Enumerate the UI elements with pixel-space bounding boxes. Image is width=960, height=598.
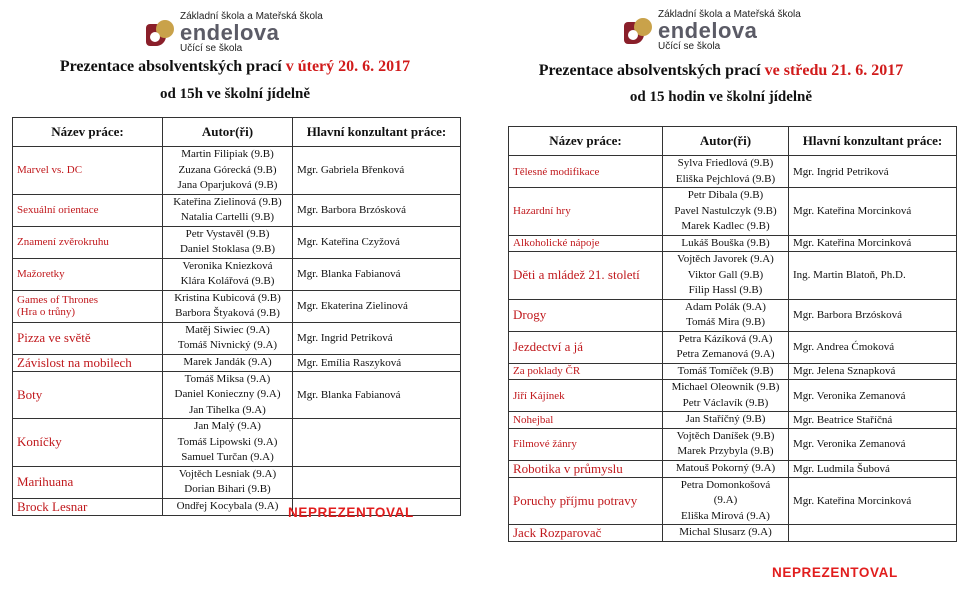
consultant-cell: Mgr. Ludmila Šubová <box>789 460 957 477</box>
header-topic: Název práce: <box>13 118 163 147</box>
table-row <box>13 322 461 354</box>
authors-cell <box>163 419 293 467</box>
authors-cell <box>163 226 293 258</box>
project-title: Jack Rozparovač <box>509 525 663 542</box>
author-name: Matouš Pokorný (9.A) <box>675 461 776 474</box>
project-title: Robotika v průmyslu <box>509 460 663 477</box>
project-title: Nohejbal <box>509 412 663 429</box>
authors-cell <box>663 299 789 331</box>
logo-line-3: Učící se škola <box>658 41 721 52</box>
author-name: Tomáš Nivnický (9.A) <box>177 339 278 351</box>
author-name: Tomáš Lipowski (9.A) <box>177 435 278 448</box>
consultant-cell <box>293 419 461 467</box>
authors-cell <box>663 412 789 429</box>
author-name: Marek Jandák (9.A) <box>183 355 272 368</box>
author-name: Marek Przybyla (9.B) <box>677 445 774 457</box>
consultant-cell: Mgr. Emília Raszyková <box>293 354 461 371</box>
consultant-cell: Mgr. Barbora Brzósková <box>789 299 957 331</box>
consultant-cell: Mgr. Blanka Fabianová <box>293 258 461 290</box>
consultant-cell: Ing. Martin Blatoň, Ph.D. <box>789 252 957 300</box>
table-row <box>509 477 957 525</box>
table-row <box>509 428 957 460</box>
author-name: Veronika Kniezková <box>182 259 273 272</box>
school-logo <box>624 10 801 52</box>
not-presented-stamp: NEPREZENTOVAL <box>772 565 898 580</box>
table-row <box>13 147 461 195</box>
project-title: Marvel vs. DC <box>13 147 163 195</box>
table-row <box>509 156 957 188</box>
author-name: Kristina Kubicová (9.B) <box>174 291 281 304</box>
table-row <box>509 525 957 542</box>
schedule-page-wednesday <box>482 0 960 598</box>
table-row <box>13 290 461 322</box>
consultant-cell: Mgr. Blanka Fabianová <box>293 371 461 419</box>
author-name: Natalia Cartelli (9.B) <box>180 211 275 223</box>
author-name: Tomáš Miksa (9.A) <box>184 372 271 385</box>
authors-cell <box>663 460 789 477</box>
project-title: Drogy <box>509 299 663 331</box>
project-title: Alkoholické nápoje <box>509 235 663 252</box>
authors-cell <box>663 252 789 300</box>
project-title-line: Games of Thrones <box>17 294 99 306</box>
project-title: Znamení zvěrokruhu <box>13 226 163 258</box>
table-row <box>509 363 957 380</box>
author-name: Barbora Štyaková (9.B) <box>175 307 280 319</box>
author-name: (9.A) <box>713 494 738 506</box>
authors-cell <box>163 194 293 226</box>
author-name: Michael Oleownik (9.B) <box>671 381 780 393</box>
title-date: ve středu 21. 6. 2017 <box>764 62 904 79</box>
author-name: Petra Kázíková (9.A) <box>678 332 773 345</box>
project-title: Filmové žánry <box>509 428 663 460</box>
table-row <box>509 299 957 331</box>
logo-line-2: endelova <box>180 20 280 45</box>
project-title <box>13 290 163 322</box>
author-name: Martin Filipiak (9.B) <box>181 148 274 160</box>
authors-cell <box>663 525 789 542</box>
author-name: Sylva Friedlová (9.B) <box>677 157 774 169</box>
consultant-cell: Mgr. Jelena Sznapková <box>789 363 957 380</box>
author-name: Pavel Nastulczyk (9.B) <box>674 204 777 217</box>
authors-cell <box>663 235 789 252</box>
title-date: v úterý 20. 6. 2017 <box>285 58 411 75</box>
author-name: Petr Václavík (9.B) <box>682 396 769 409</box>
project-title: Jezdectví a já <box>509 331 663 363</box>
author-name: Adam Polák (9.A) <box>685 300 766 313</box>
project-title: Jiří Kájínek <box>509 380 663 412</box>
title-plain: Prezentace absolventských prací <box>538 62 765 79</box>
table-header-row <box>13 118 461 147</box>
logo-line-1: Základní škola a Mateřská škola <box>658 9 801 20</box>
project-title: Hazardní hry <box>509 188 663 236</box>
consultant-cell: Mgr. Veronika Zemanová <box>789 428 957 460</box>
author-name: Jana Oparjuková (9.B) <box>177 179 278 191</box>
school-logo-mark <box>146 18 176 48</box>
authors-cell <box>663 156 789 188</box>
page-subtitle: od 15h ve školní jídelně <box>159 86 311 102</box>
author-name: Tomáš Mira (9.B) <box>686 316 765 328</box>
author-name: Vojtěch Javorek (9.A) <box>677 253 774 265</box>
page-title <box>482 62 960 80</box>
consultant-cell: Mgr. Ingrid Petriková <box>789 156 957 188</box>
table-header-row <box>509 127 957 156</box>
author-name: Kateřina Zielinová (9.B) <box>173 195 282 208</box>
consultant-cell: Mgr. Veronika Zemanová <box>789 380 957 412</box>
table-row <box>13 226 461 258</box>
author-name: Klára Kolářová (9.B) <box>180 275 275 287</box>
logo-line-3: Učící se škola <box>180 43 243 54</box>
table-row <box>509 252 957 300</box>
author-name: Daniel Stoklasa (9.B) <box>179 243 275 255</box>
author-name: Petra Zemanová (9.A) <box>676 348 775 360</box>
table-row <box>13 371 461 419</box>
author-name: Zuzana Górecká (9.B) <box>178 163 277 176</box>
author-name: Eliška Pejchlová (9.B) <box>675 172 776 185</box>
authors-cell <box>163 290 293 322</box>
consultant-cell: Mgr. Kateřina Morcinková <box>789 188 957 236</box>
authors-cell <box>663 477 789 525</box>
authors-cell <box>663 188 789 236</box>
logo-line-2: endelova <box>658 18 758 43</box>
header-consultant: Hlavní konzultant práce: <box>293 118 461 147</box>
table-row <box>13 258 461 290</box>
school-logo <box>146 12 323 54</box>
authors-cell <box>663 331 789 363</box>
project-title: Děti a mládež 21. století <box>509 252 663 300</box>
table-row <box>13 466 461 498</box>
consultant-cell: Mgr. Ekaterina Zielinová <box>293 290 461 322</box>
table-row <box>13 354 461 371</box>
author-name: Samuel Turčan (9.A) <box>181 451 274 463</box>
author-name: Michal Slusarz (9.A) <box>679 526 772 539</box>
author-name: Petra Domonkošová <box>680 478 771 491</box>
header-authors: Autor(ři) <box>663 127 789 156</box>
authors-cell <box>663 428 789 460</box>
table-row <box>13 194 461 226</box>
table-row <box>509 235 957 252</box>
authors-cell <box>163 498 293 515</box>
authors-cell <box>163 322 293 354</box>
project-title: Boty <box>13 371 163 419</box>
project-title: Sexuální orientace <box>13 194 163 226</box>
project-title: Závislost na mobilech <box>13 354 163 371</box>
author-name: Lukáš Bouška (9.B) <box>681 236 770 249</box>
authors-cell <box>163 147 293 195</box>
author-name: Viktor Gall (9.B) <box>687 268 764 281</box>
authors-cell <box>163 258 293 290</box>
author-name: Eliška Mirová (9.A) <box>681 509 770 522</box>
author-name: Matěj Siwiec (9.A) <box>185 323 270 336</box>
consultant-cell: Mgr. Beatrice Staříčná <box>789 412 957 429</box>
schedule-table <box>508 126 957 542</box>
header-consultant: Hlavní konzultant práce: <box>789 127 957 156</box>
header-authors: Autor(ři) <box>163 118 293 147</box>
consultant-cell <box>789 525 957 542</box>
project-title: Tělesné modifikace <box>509 156 663 188</box>
authors-cell <box>163 466 293 498</box>
author-name: Petr Vystavěl (9.B) <box>185 227 270 240</box>
consultant-cell: Mgr. Gabriela Břenková <box>293 147 461 195</box>
author-name: Filip Hassl (9.B) <box>688 284 763 296</box>
authors-cell <box>663 380 789 412</box>
author-name: Marek Kadlec (9.B) <box>681 220 770 232</box>
authors-cell <box>163 354 293 371</box>
consultant-cell: Mgr. Andrea Ćmoková <box>789 331 957 363</box>
schedule-table <box>12 117 461 516</box>
page-subtitle: od 15 hodin ve školní jídelně <box>629 89 813 105</box>
schedule-page-tuesday <box>0 0 478 598</box>
table-row <box>13 419 461 467</box>
author-name: Vojtěch Daníšek (9.B) <box>676 429 775 442</box>
project-title: Koníčky <box>13 419 163 467</box>
author-name: Jan Staříčný (9.B) <box>685 413 766 425</box>
table-row <box>509 412 957 429</box>
project-title: Poruchy příjmu potravy <box>509 477 663 525</box>
project-title-line: (Hra o trůny) <box>17 306 76 318</box>
author-name: Petr Dibala (9.B) <box>687 189 764 201</box>
project-title: Mažoretky <box>13 258 163 290</box>
logo-line-1: Základní škola a Mateřská škola <box>180 11 323 22</box>
page-title <box>0 58 470 76</box>
consultant-cell: Mgr. Ingrid Petriková <box>293 322 461 354</box>
author-name: Dorian Bihari (9.B) <box>184 483 271 495</box>
consultant-cell: Mgr. Kateřina Morcinková <box>789 477 957 525</box>
author-name: Jan Tihelka (9.A) <box>189 403 266 416</box>
title-plain: Prezentace absolventských prací <box>59 58 286 75</box>
project-title: Pizza ve světě <box>13 322 163 354</box>
author-name: Jan Malý (9.A) <box>194 420 261 432</box>
consultant-cell <box>293 466 461 498</box>
table-row <box>509 380 957 412</box>
not-presented-stamp: NEPREZENTOVAL <box>288 505 414 520</box>
project-title: Za poklady ČR <box>509 363 663 380</box>
authors-cell <box>663 363 789 380</box>
consultant-cell: Mgr. Kateřina Czyžová <box>293 226 461 258</box>
school-logo-mark <box>624 16 654 46</box>
author-name: Vojtěch Lesniak (9.A) <box>178 467 277 480</box>
table-row <box>509 460 957 477</box>
author-name: Daniel Konieczny (9.A) <box>174 388 281 400</box>
table-row <box>509 331 957 363</box>
author-name: Tomáš Tomíček (9.B) <box>677 364 774 377</box>
authors-cell <box>163 371 293 419</box>
author-name: Ondřej Kocybala (9.A) <box>176 499 279 512</box>
project-title: Marihuana <box>13 466 163 498</box>
project-title: Brock Lesnar <box>13 498 163 515</box>
header-topic: Název práce: <box>509 127 663 156</box>
consultant-cell: Mgr. Barbora Brzósková <box>293 194 461 226</box>
table-row <box>509 188 957 236</box>
consultant-cell: Mgr. Kateřina Morcinková <box>789 235 957 252</box>
